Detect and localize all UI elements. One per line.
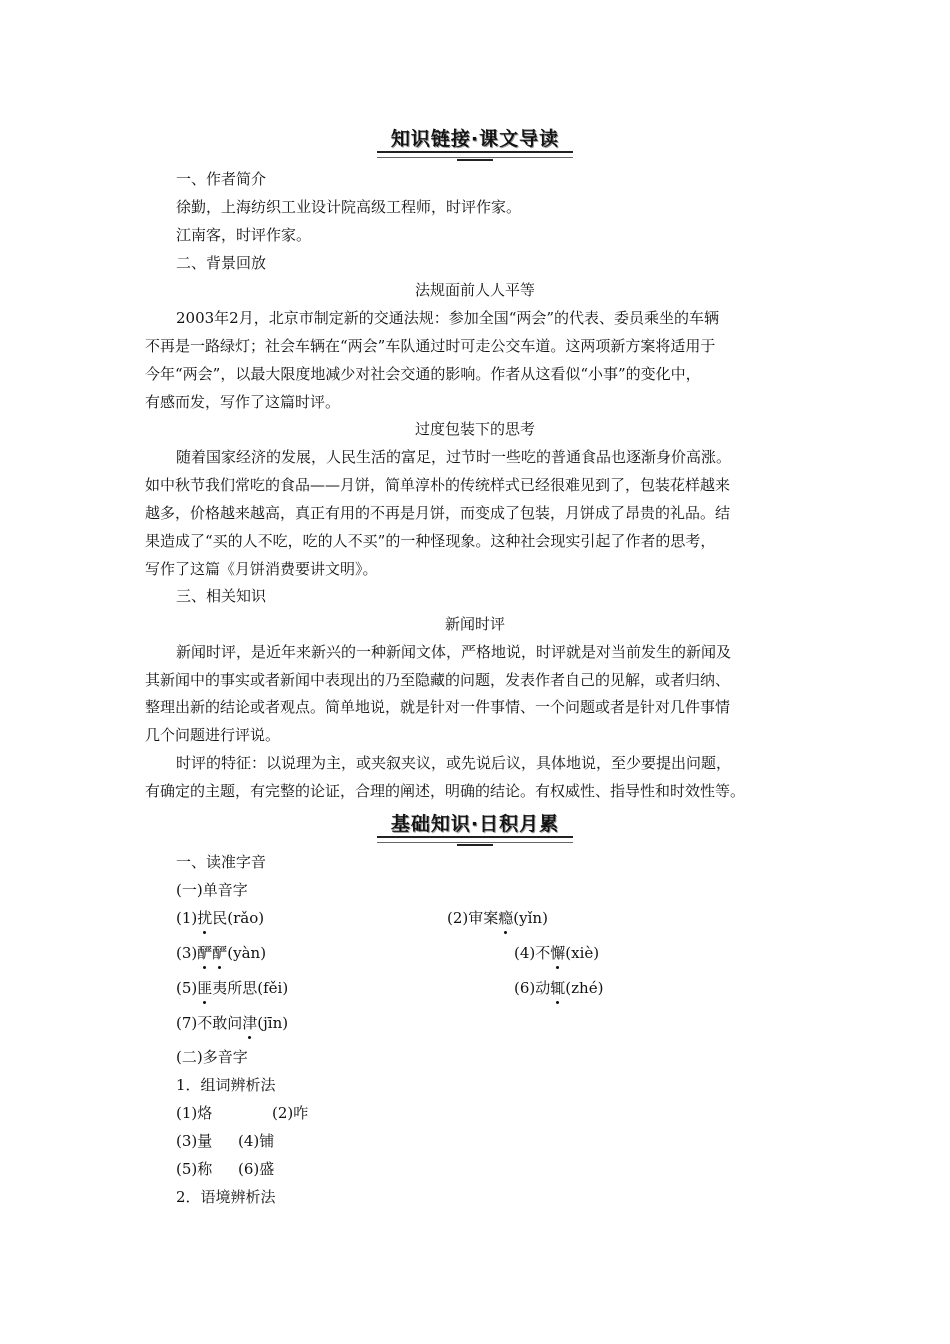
paragraph-line: 写作了这篇《月饼消费要讲文明》。 bbox=[145, 560, 378, 578]
paragraph-line: 不再是一路绿灯；社会车辆在“两会”车队通过时可走公交车道。这两项新方案将适用于 bbox=[145, 337, 716, 355]
heading-knowledge: 三、相关知识 bbox=[176, 587, 267, 605]
paragraph-line: 果造成了“买的人不吃，吃的人不买”的一种怪现象。这种社会现实引起了作者的思考， bbox=[145, 532, 716, 550]
paragraph-line: 几个问题进行评说。 bbox=[145, 726, 281, 744]
paragraph-line: 时评的特征：以说理为主，或夹叙夹议，或先说后议，具体地说，至少要提出问题， bbox=[176, 754, 732, 772]
polyphonic-item: (1)烙 bbox=[176, 1104, 213, 1122]
pronunciation-item: (6)动辄(zhé) bbox=[514, 979, 604, 997]
pronunciation-item: (1)扰民(rǎo) bbox=[176, 909, 265, 927]
pronunciation-item: (5)匪夷所思(fěi) bbox=[176, 979, 289, 997]
polyphonic-item: (3)量 bbox=[176, 1132, 213, 1150]
emphasis-dot-char: 懈 bbox=[550, 944, 566, 962]
subheading-polyphonic: (二)多音字 bbox=[176, 1048, 248, 1066]
paragraph-line: 随着国家经济的发展，人民生活的富足，过节时一些吃的普通食品也逐渐身价高涨。 bbox=[176, 448, 732, 466]
paragraph-line: 越多，价格越来越高，真正有用的不再是月饼，而变成了包装，月饼成了昂贵的礼品。结 bbox=[145, 504, 731, 522]
subtitle-news-commentary: 新闻时评 bbox=[444, 615, 505, 633]
paragraph-line: 今年“两会”，以最大限度地减少对社会交通的影响。作者从这看似“小事”的变化中， bbox=[145, 365, 701, 383]
pronunciation-item: (2)审案瘾(yǐn) bbox=[447, 909, 548, 927]
pronunciation-item: (3)酽酽(yàn) bbox=[176, 944, 267, 962]
paragraph-line: 如中秋节我们常吃的食品——月饼，简单淳朴的传统样式已经很难见到了，包装花样越来 bbox=[145, 476, 731, 494]
subtitle-law: 法规面前人人平等 bbox=[414, 281, 535, 299]
emphasis-dot-char: 瘾 bbox=[498, 909, 514, 927]
pronunciation-item: (7)不敢问津(jīn) bbox=[176, 1014, 289, 1032]
method-context: 2．语境辨析法 bbox=[176, 1188, 276, 1206]
emphasis-dot-char: 扰 bbox=[197, 909, 213, 927]
polyphonic-item: (2)咋 bbox=[272, 1104, 309, 1122]
emphasis-dot-char: 酽 bbox=[197, 944, 213, 962]
subtitle-packaging: 过度包装下的思考 bbox=[414, 420, 535, 438]
paragraph-line: 其新闻中的事实或者新闻中表现出的乃至隐藏的问题，发表作者自己的见解，或者归纳、 bbox=[145, 671, 731, 689]
paragraph-line: 整理出新的结论或者观点。简单地说，就是针对一件事情、一个问题或者是针对几件事情 bbox=[145, 698, 731, 716]
emphasis-dot-char: 辄 bbox=[550, 979, 566, 997]
subheading-single-sound: (一)单音字 bbox=[176, 881, 248, 899]
section-banner-text: 基础知识·日积月累 bbox=[383, 809, 567, 840]
author-line-1: 徐勤，上海纺织工业设计院高级工程师，时评作家。 bbox=[176, 198, 522, 216]
paragraph-line: 有感而发，写作了这篇时评。 bbox=[145, 393, 341, 411]
section-banner-reading bbox=[0, 124, 950, 155]
polyphonic-item: (5)称 bbox=[176, 1160, 213, 1178]
polyphonic-item: (6)盛 bbox=[238, 1160, 275, 1178]
paragraph-line: 2003年2月，北京市制定新的交通法规：参加全国“两会”的代表、委员乘坐的车辆 bbox=[176, 309, 720, 327]
polyphonic-item: (4)铺 bbox=[238, 1132, 275, 1150]
section-banner-text: 知识链接·课文导读 bbox=[383, 124, 567, 155]
method-word-formation: 1．组词辨析法 bbox=[176, 1076, 276, 1094]
heading-author: 一、作者简介 bbox=[176, 170, 267, 188]
section-banner-basics bbox=[0, 809, 950, 840]
emphasis-dot-char: 津 bbox=[242, 1014, 258, 1032]
paragraph-line: 新闻时评，是近年来新兴的一种新闻文体，严格地说，时评就是对当前发生的新闻及 bbox=[176, 643, 732, 661]
emphasis-dot-char: 酽 bbox=[212, 944, 228, 962]
pronunciation-item: (4)不懈(xiè) bbox=[514, 944, 600, 962]
heading-background: 二、背景回放 bbox=[176, 254, 267, 272]
paragraph-line: 有确定的主题，有完整的论证，合理的阐述，明确的结论。有权威性、指导性和时效性等。 bbox=[145, 782, 746, 800]
author-line-2: 江南客，时评作家。 bbox=[176, 226, 312, 244]
heading-pronunciation: 一、读准字音 bbox=[176, 853, 267, 871]
emphasis-dot-char: 匪 bbox=[197, 979, 213, 997]
